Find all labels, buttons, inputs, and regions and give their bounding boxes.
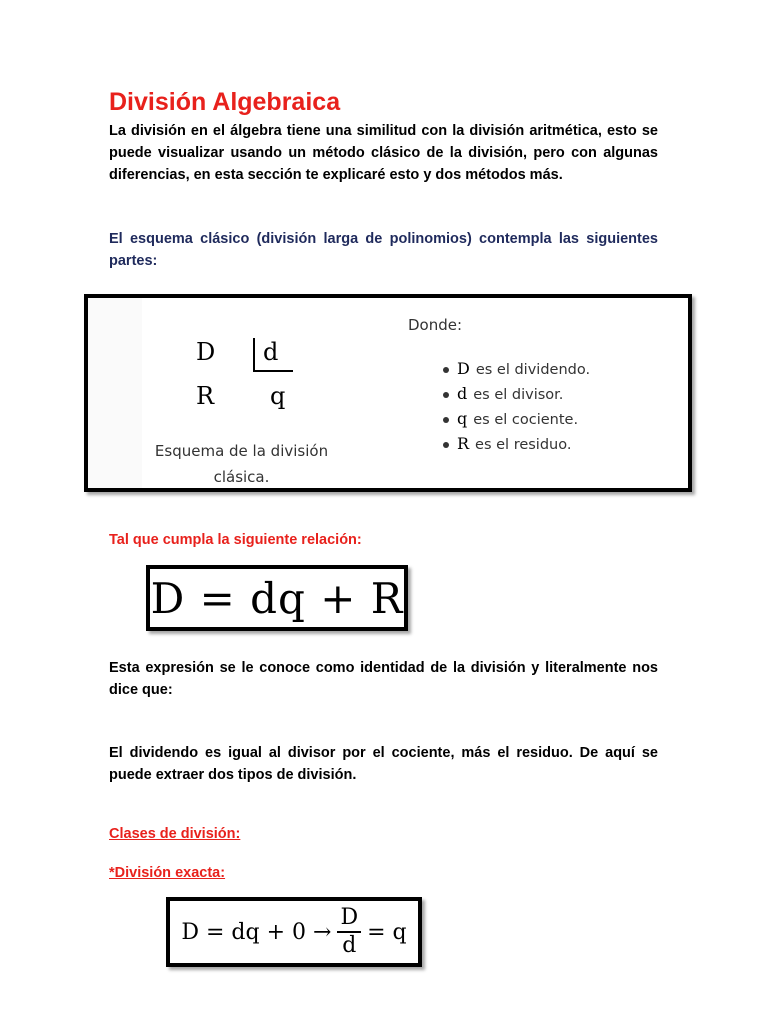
intro-paragraph: La división en el álgebra tiene una similitud con la división aritmética, esto se puede visualizar usando un método clásico de la división, pero con algunas diferencias, en esta sección te explicaré esto y dos métodos más. <box>109 123 658 183</box>
division-bracket-vertical <box>253 338 255 371</box>
clases-heading: Clases de división: <box>109 826 241 842</box>
donde-label: Donde: <box>408 316 463 334</box>
definition-variable: d <box>457 384 468 403</box>
definition-text: es el dividendo. <box>475 362 591 378</box>
division-scheme-figure <box>84 294 692 492</box>
exact-division-heading: *División exacta: <box>109 865 226 881</box>
relation-label: Tal que cumpla la siguiente relación: <box>109 532 362 548</box>
fraction-denominator: d <box>342 932 357 958</box>
definition-variable: R <box>457 434 470 453</box>
scheme-symbol-residue: R <box>196 382 215 410</box>
formula-expression: D = dq + R <box>150 573 404 623</box>
definition-variable: D <box>457 359 470 378</box>
definition-item <box>443 431 590 456</box>
formula-expression <box>181 907 406 957</box>
schema-intro-paragraph: El esquema clásico (división larga de polinomios) contempla las siguientes partes: <box>109 231 658 269</box>
definition-item <box>443 381 590 406</box>
bullet-icon <box>443 417 449 423</box>
page-title: División Algebraica <box>109 88 341 116</box>
formula-left: D = dq + 0 → <box>181 919 332 945</box>
scheme-caption-line2: clásica. <box>213 468 270 486</box>
definition-item <box>443 356 590 381</box>
fraction <box>337 907 361 957</box>
scheme-symbol-quotient: q <box>270 382 286 410</box>
identity-paragraph: Esta expresión se le conoce como identidad de la división y literalmente nos dice que: <box>109 660 658 698</box>
definition-text: es el residuo. <box>475 437 572 453</box>
division-bracket-horizontal <box>253 370 293 372</box>
bullet-icon <box>443 367 449 373</box>
bullet-icon <box>443 442 449 448</box>
scheme-caption-line1: Esquema de la división <box>154 442 329 460</box>
exact-division-formula <box>166 897 422 967</box>
definition-text: es el divisor. <box>473 387 564 403</box>
definition-item <box>443 406 590 431</box>
formula-right: = q <box>367 919 407 945</box>
scheme-symbol-dividend: D <box>196 338 216 366</box>
scheme-symbol-divisor: d <box>263 338 279 366</box>
bullet-icon <box>443 392 449 398</box>
dividend-paragraph: El dividendo es igual al divisor por el cociente, más el residuo. De aquí se puede extraer dos tipos de división. <box>109 745 658 783</box>
division-identity-formula <box>146 565 408 631</box>
scheme-caption <box>134 438 349 490</box>
definition-variable: q <box>457 409 468 428</box>
definition-text: es el cociente. <box>473 412 579 428</box>
fraction-numerator: D <box>340 905 359 931</box>
definitions-list <box>443 356 590 456</box>
